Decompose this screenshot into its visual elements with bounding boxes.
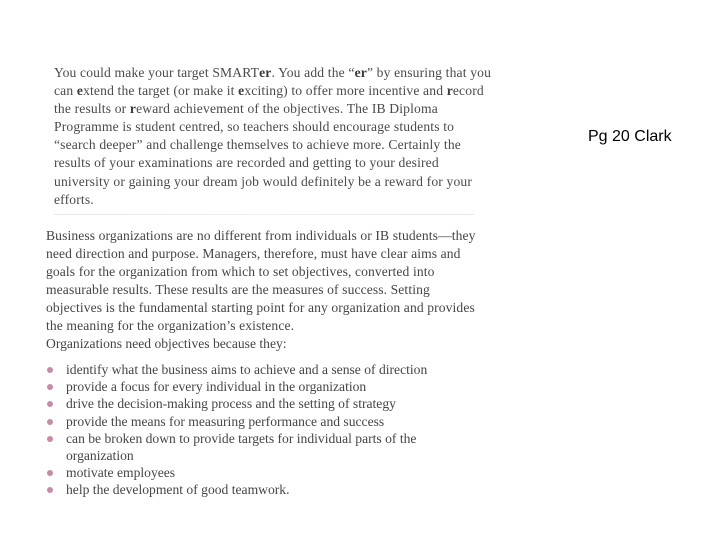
bold-run: er [354,65,367,80]
bullet-dot-icon [47,367,53,373]
bullet-dot-icon [47,384,53,390]
bold-run: e [76,83,84,99]
section-divider [54,214,474,215]
text-run: eward achievement of the objectives. The IB Diploma Programme is student centred, so teachers should encourage students to “search deeper” and challenge themselves to achieve more. Certainly the results of your examinations are recorded and getting to your desired university or gaining your dream job would definitely be a reward for your efforts. [54,101,473,207]
smarter-paragraph [54,64,494,209]
bullet-dot-icon [47,470,53,476]
bold-run: r [446,83,453,99]
bold-run: r [129,101,137,117]
list-item-text: identify what the business aims to achieve and a sense of direction [66,362,428,377]
text-run: xtend the target (or make it [83,83,239,99]
list-item [46,378,486,395]
bullet-dot-icon [47,436,53,442]
list-item-text: provide the means for measuring performance and success [66,413,385,429]
list-item [46,464,486,481]
list-item-text: provide a focus for every individual in the organization [66,379,367,395]
bullet-dot-icon [47,401,53,407]
bullet-dot-icon [47,419,53,425]
text-run: xciting) to offer more incentive and [244,83,447,99]
list-item [46,395,486,412]
bullet-dot-icon [47,487,53,493]
list-item [46,413,486,430]
business-organizations-paragraph: Business organizations are no different from individuals or IB students—they need direction and purpose. Managers, therefore, must have clear aims and goals for the organization from which to set objectives, converted into measurable results. These results are the measures of success. Setting objectives is the fundamental starting point for any organization and provides the meaning for the organization’s existence. [46,228,476,334]
page-reference-note: Pg 20 Clark [588,128,672,145]
list-item-text: help the development of good teamwork. [66,482,290,498]
list-item-text: motivate employees [66,465,176,481]
list-item [46,481,486,498]
objectives-lead-in: Organizations need objectives because they: [46,336,287,351]
text-run: ” by ensuring that you can [54,65,492,99]
list-item [46,430,486,464]
list-item [46,361,486,378]
bold-run: er [259,65,272,80]
objectives-bullet-list [46,361,486,499]
text-run: You could make your target SMART [54,65,260,80]
list-item-text: can be broken down to provide targets for individual parts of the organization [66,430,417,464]
list-item-text: drive the decision-making process and the setting of strategy [66,396,396,412]
bold-run: e [238,83,245,99]
text-run: . You add the “ [271,65,355,80]
text-run: ecord the results or [54,83,484,117]
